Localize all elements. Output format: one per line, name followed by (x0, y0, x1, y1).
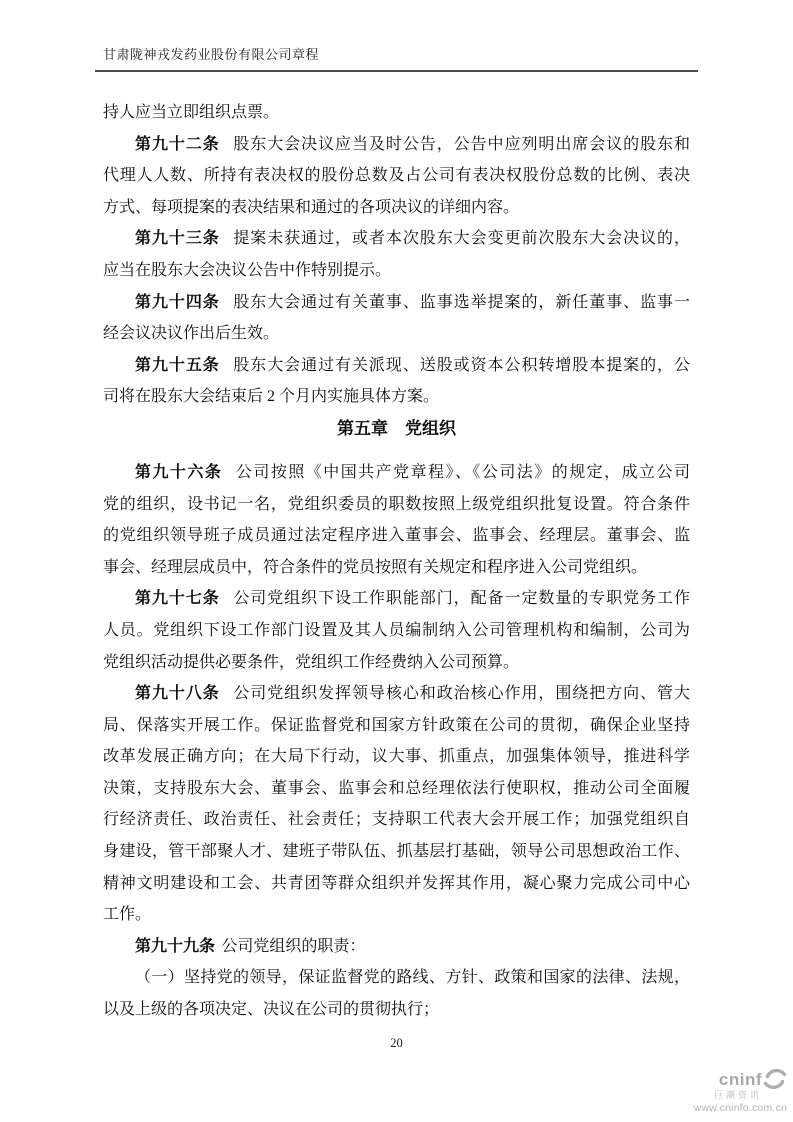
article-line: 司将在股东大会结束后 2 个月内实施具体方案。 (103, 388, 440, 406)
article-number: 第九十五条 (135, 356, 220, 374)
article-line: 改革发展正确方向；在大局下行动，议大事、抓重点，加强集体领导，推进科学 (103, 748, 690, 766)
article-line: 党的组织，设书记一名，党组织委员的职数按照上级党组织批复设置。符合条件 (103, 495, 690, 513)
cninfo-brand-text: cninf (718, 1069, 762, 1089)
article-text: 公司党组织下设工作职能部门，配备一定数量的专职党务工作 (233, 590, 690, 608)
article-line (103, 223, 690, 255)
article-line: 决策，支持股东大会、董事会、监事会和总经理依法行使职权，推动公司全面履 (103, 779, 690, 797)
article-text: 股东大会通过有关派现、送股或资本公积转增股本提案的，公 (233, 356, 690, 374)
page-number: 20 (390, 1036, 403, 1050)
cninfo-logo-row (694, 1068, 787, 1090)
article-text: 股东大会决议应当及时公告，公告中应列明出席会议的股东和 (233, 135, 690, 153)
article-line: 的党组织领导班子成员通过法定程序进入董事会、监事会、经理层。董事会、监 (103, 527, 690, 545)
clause-line: 以及上级的各项决定、决议在公司的贯彻执行； (103, 1001, 440, 1019)
article-line: 方式、每项提案的表决结果和通过的各项决议的详细内容。 (103, 198, 520, 216)
article-text: 股东大会通过有关董事、监事选举提案的，新任董事、监事一 (233, 293, 690, 311)
article-number: 第九十八条 (135, 685, 220, 703)
article-98 (103, 678, 690, 931)
article-text: 公司党组织发挥领导核心和政治核心作用，围绕把方向、管大 (233, 685, 690, 703)
article-line (103, 129, 690, 161)
document-body (103, 97, 690, 1026)
article-line: 事会、经理层成员中，符合条件的党员按照有关规定和程序进入公司党组织。 (103, 558, 648, 576)
article-number: 第九十七条 (135, 590, 220, 608)
article-number: 第九十四条 (135, 293, 220, 311)
article-95 (103, 350, 690, 413)
article-line (103, 583, 690, 615)
article-text: 提案未获通过，或者本次股东大会变更前次股东大会决议的， (233, 230, 690, 248)
article-line (103, 678, 690, 710)
article-line: 党组织活动提供必要条件，党组织工作经费纳入公司预算。 (103, 653, 520, 671)
article-99 (103, 931, 690, 963)
article-line: 代理人人数、所持有表决权的股份总数及占公司有表决权股份总数的比例、表决 (103, 167, 690, 185)
article-number: 第九十六条 (135, 463, 223, 481)
article-line (103, 350, 690, 382)
article-line (103, 457, 690, 489)
cninfo-swirl-icon (763, 1068, 787, 1090)
cninfo-caption: 巨潮资讯 (713, 1090, 762, 1100)
cninfo-logo (694, 1068, 787, 1114)
article-line: 应当在股东大会决议公告中作特别提示。 (103, 261, 392, 279)
clause-item-1 (103, 962, 690, 1025)
article-line: 身建设，管干部聚人才、建班子带队伍、抓基层打基础，领导公司思想政治工作、 (103, 843, 690, 861)
article-number: 第九十二条 (135, 135, 220, 153)
article-text: 公司党组织的职责： (221, 937, 366, 955)
article-94 (103, 287, 690, 350)
article-93 (103, 223, 690, 286)
article-line: 工作。 (103, 906, 152, 924)
article-line: 经会议决议作出后生效。 (103, 325, 280, 343)
article-92 (103, 129, 690, 224)
article-96 (103, 457, 690, 583)
article-line: 行经济责任、政治责任、社会责任；支持职工代表大会开展工作；加强党组织自 (103, 811, 690, 829)
article-line: 局、保落实开展工作。保证监督党和国家方针政策在公司的贯彻，确保企业坚持 (103, 716, 690, 734)
chapter-heading: 第五章 党组织 (337, 418, 456, 438)
article-line: 人员。党组织下设工作部门设置及其人员编制纳入公司管理机构和编制，公司为 (103, 621, 690, 639)
paragraph-line: 持人应当立即组织点票。 (103, 104, 280, 121)
clause-line: （一）坚持党的领导，保证监督党的路线、方针、政策和国家的法律、法规， (135, 969, 690, 987)
continuation-paragraph (103, 97, 690, 129)
article-97 (103, 583, 690, 678)
article-number: 第九十三条 (135, 230, 220, 248)
document-title: 甘肃陇神戎发药业股份有限公司章程 (103, 47, 320, 62)
article-line (103, 287, 690, 319)
cninfo-url: www.cninfo.com.cn (693, 1102, 787, 1114)
article-number: 第九十九条 (135, 937, 216, 955)
article-line: 精神文明建设和工会、共青团等群众组织并发挥其作用，凝心聚力完成公司中心 (103, 874, 690, 892)
article-text: 公司按照《中国共产党章程》、《公司法》的规定，成立公司 (235, 463, 690, 481)
article-line (103, 931, 690, 963)
page-header (95, 44, 698, 72)
